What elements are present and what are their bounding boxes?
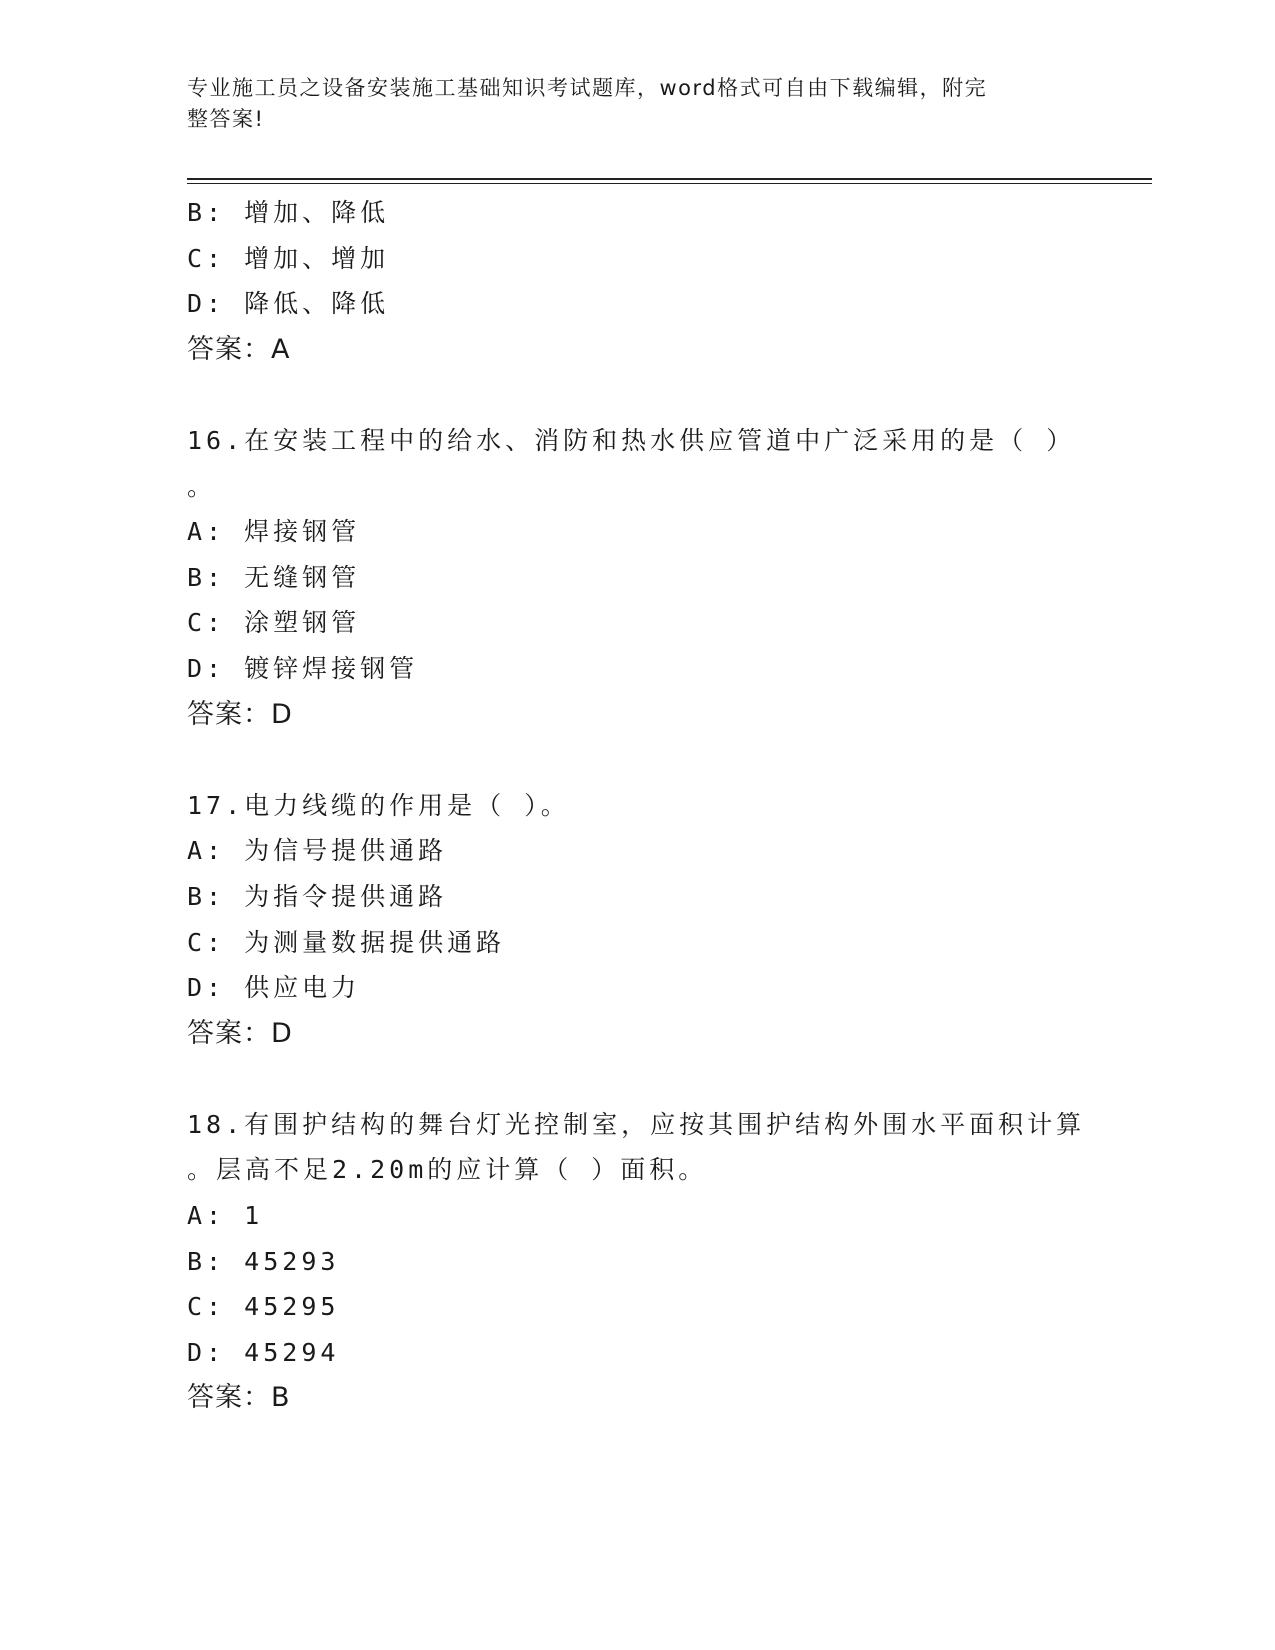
option-b bbox=[187, 1239, 1087, 1285]
option-b bbox=[187, 190, 1087, 236]
option-c bbox=[187, 600, 1087, 646]
spacer bbox=[187, 1056, 1087, 1102]
option-a bbox=[187, 828, 1087, 874]
option-d bbox=[187, 281, 1087, 327]
option-label: A: bbox=[187, 1201, 226, 1231]
spacer bbox=[187, 737, 1087, 783]
prev-question-block bbox=[187, 190, 1087, 372]
option-label: D: bbox=[187, 653, 226, 683]
option-b bbox=[187, 874, 1087, 920]
question-content bbox=[187, 190, 1087, 1421]
option-d bbox=[187, 646, 1087, 692]
option-text: 为信号提供通路 bbox=[244, 836, 448, 866]
question-stem: 17.电力线缆的作用是（ ）。 bbox=[187, 790, 570, 820]
option-text: 45293 bbox=[244, 1246, 340, 1276]
header-title-line-2: 整答案! bbox=[187, 107, 265, 131]
option-label: C: bbox=[187, 1292, 226, 1322]
option-b bbox=[187, 555, 1087, 601]
option-label: C: bbox=[187, 243, 226, 273]
option-text: 为指令提供通路 bbox=[244, 881, 448, 911]
option-text: 45294 bbox=[244, 1337, 340, 1367]
answer-line: 答案：D bbox=[187, 698, 293, 730]
option-label: A: bbox=[187, 517, 226, 547]
document-header bbox=[187, 73, 1067, 135]
question-stem: 18.有围护结构的舞台灯光控制室，应按其围护结构外围水平面积计算 bbox=[187, 1109, 1086, 1139]
option-label: C: bbox=[187, 608, 226, 638]
option-text: 为测量数据提供通路 bbox=[244, 927, 506, 957]
header-title-line-1: 专业施工员之设备安装施工基础知识考试题库，word格式可自由下载编辑，附完 bbox=[187, 76, 988, 100]
option-c bbox=[187, 236, 1087, 282]
option-text: 涂塑钢管 bbox=[244, 608, 361, 638]
answer-line: 答案：D bbox=[187, 1017, 293, 1049]
option-text: 无缝钢管 bbox=[244, 562, 361, 592]
option-label: D: bbox=[187, 1337, 226, 1367]
answer-line: 答案：A bbox=[187, 333, 291, 365]
question-16 bbox=[187, 418, 1087, 737]
spacer bbox=[187, 372, 1087, 418]
question-18 bbox=[187, 1102, 1087, 1421]
answer-line: 答案：B bbox=[187, 1382, 291, 1414]
option-label: B: bbox=[187, 198, 226, 227]
header-divider-thin bbox=[187, 183, 1152, 184]
option-c bbox=[187, 920, 1087, 966]
option-label: C: bbox=[187, 927, 226, 957]
option-label: A: bbox=[187, 836, 226, 866]
option-d bbox=[187, 1330, 1087, 1376]
option-d bbox=[187, 965, 1087, 1011]
option-text: 镀锌焊接钢管 bbox=[244, 653, 419, 683]
option-text: 增加、降低 bbox=[244, 198, 390, 227]
option-label: B: bbox=[187, 1246, 226, 1276]
question-stem-continued: 。层高不足2.20m的应计算（ ）面积。 bbox=[187, 1155, 708, 1185]
option-label: B: bbox=[187, 562, 226, 592]
header-divider-thick bbox=[187, 178, 1152, 180]
option-label: B: bbox=[187, 881, 226, 911]
question-17 bbox=[187, 783, 1087, 1057]
option-text: 45295 bbox=[244, 1292, 340, 1322]
question-stem-continued: 。 bbox=[187, 471, 217, 501]
question-stem: 16.在安装工程中的给水、消防和热水供应管道中广泛采用的是（ ） bbox=[187, 425, 1076, 455]
option-label: D: bbox=[187, 973, 226, 1003]
option-a bbox=[187, 1193, 1087, 1239]
option-a bbox=[187, 509, 1087, 555]
option-label: D: bbox=[187, 289, 226, 319]
option-text: 增加、增加 bbox=[244, 243, 390, 273]
option-text: 1 bbox=[244, 1201, 264, 1231]
option-text: 供应电力 bbox=[244, 973, 361, 1003]
option-text: 焊接钢管 bbox=[244, 517, 361, 547]
option-c bbox=[187, 1284, 1087, 1330]
option-text: 降低、降低 bbox=[244, 289, 390, 319]
